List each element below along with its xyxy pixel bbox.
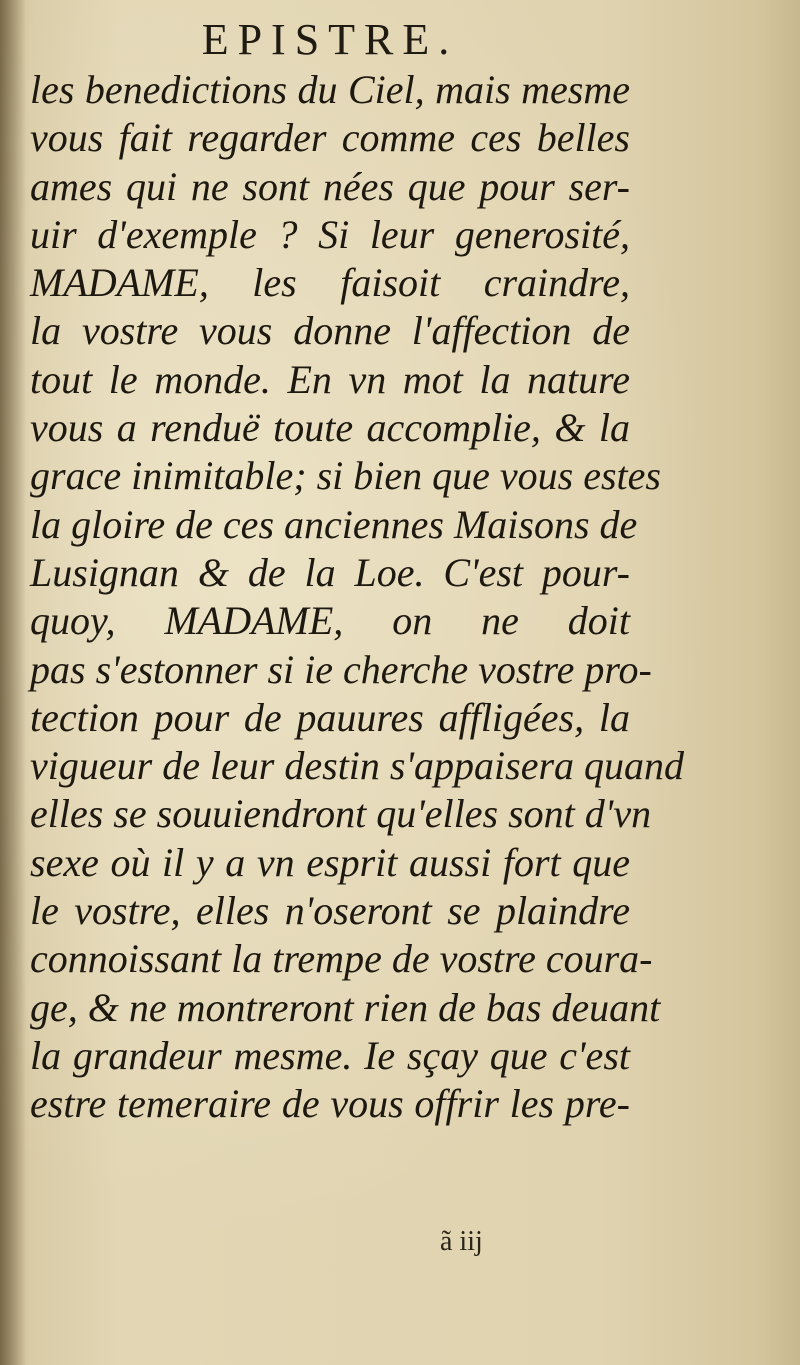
text-line: tection pour de pauures affligées, la (30, 694, 630, 740)
body-text (30, 66, 685, 1129)
text-line: elles se souuiendront qu'elles sont d'vn (30, 791, 652, 837)
signature-mark: ã iij (440, 1226, 483, 1257)
text-line: pas s'estonner si ie cherche vostre pro- (30, 646, 652, 692)
text-line: connoissant la trempe de vostre coura- (30, 936, 653, 982)
text-line: vigueur de leur destin s'appaisera quand (30, 743, 685, 789)
text-line: vous a renduë toute accomplie, & la (30, 405, 630, 451)
text-line: ames qui ne sont nées que pour ser- (30, 163, 630, 209)
text-line: ge, & ne montreront rien de bas deuant (30, 984, 661, 1030)
text-line: le vostre, elles n'oseront se plaindre (30, 888, 630, 934)
running-head: EPISTRE. (201, 15, 459, 64)
text-line: tout le monde. En vn mot la nature (30, 356, 630, 402)
text-line: la vostre vous donne l'affection de (30, 308, 630, 354)
text-line: MADAME, les faisoit craindre, (30, 260, 630, 306)
text-line: la gloire de ces anciennes Maisons de (30, 501, 638, 547)
text-line: uir d'exemple ? Si leur generosité, (30, 211, 630, 257)
text-line: estre temeraire de vous offrir les pre- (30, 1081, 630, 1127)
text-line: grace inimitable; si bien que vous estes (30, 453, 661, 499)
text-line: vous fait regarder comme ces belles (30, 115, 630, 161)
text-line: la grandeur mesme. Ie sçay que c'est (30, 1032, 630, 1078)
binding-shadow (0, 0, 26, 1365)
text-line: Lusignan & de la Loe. C'est pour- (30, 549, 630, 595)
text-line: sexe où il y a vn esprit aussi fort que (30, 839, 630, 885)
text-line: les benedictions du Ciel, mais mesme (30, 67, 630, 112)
text-line: quoy, MADAME, on ne doit (30, 598, 630, 644)
